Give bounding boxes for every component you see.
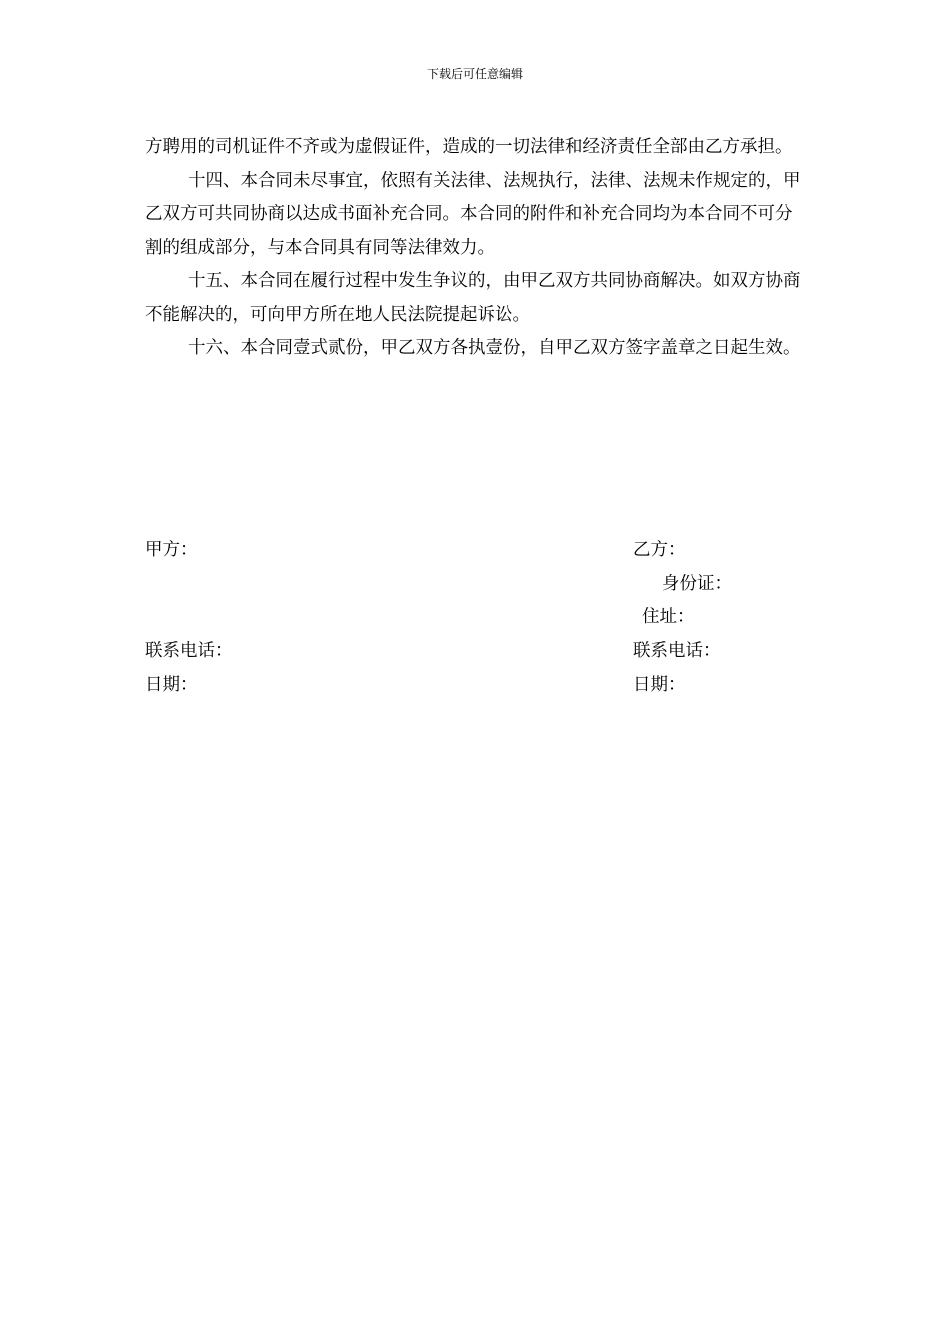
contract-body — [145, 131, 805, 366]
party-b-label: 乙方： — [633, 540, 686, 560]
paragraph-clause-16: 十六、本合同壹式贰份，甲乙双方各执壹份，自甲乙双方签字盖章之日起生效。 — [188, 338, 801, 358]
party-b-date-label: 日期： — [633, 675, 686, 695]
party-a-date-label: 日期： — [145, 675, 198, 695]
paragraph-clause-15: 十五、本合同在履行过程中发生争议的，由甲乙双方共同协商解决。如双方协商不能解决的，可向甲方所在地人民法院提起诉讼。 — [145, 271, 801, 325]
party-b-id-card-label: 身份证： — [662, 574, 732, 594]
party-b-address-label: 住址： — [642, 607, 695, 627]
paragraph-clause-14: 十四、本合同未尽事宜，依照有关法律、法规执行，法律、法规未作规定的，甲乙双方可共同协商以达成书面补充合同。本合同的附件和补充合同均为本合同不可分割的组成部分，与本合同具有同等法律效力。 — [145, 170, 801, 258]
party-b-phone-label: 联系电话： — [633, 641, 721, 661]
party-a-phone-label: 联系电话： — [145, 641, 233, 661]
party-a-label: 甲方： — [145, 540, 198, 560]
page-header: 下载后可任意编辑 — [426, 67, 523, 81]
paragraph-continuation: 方聘用的司机证件不齐或为虚假证件，造成的一切法律和经济责任全部由乙方承担。 — [145, 137, 793, 157]
